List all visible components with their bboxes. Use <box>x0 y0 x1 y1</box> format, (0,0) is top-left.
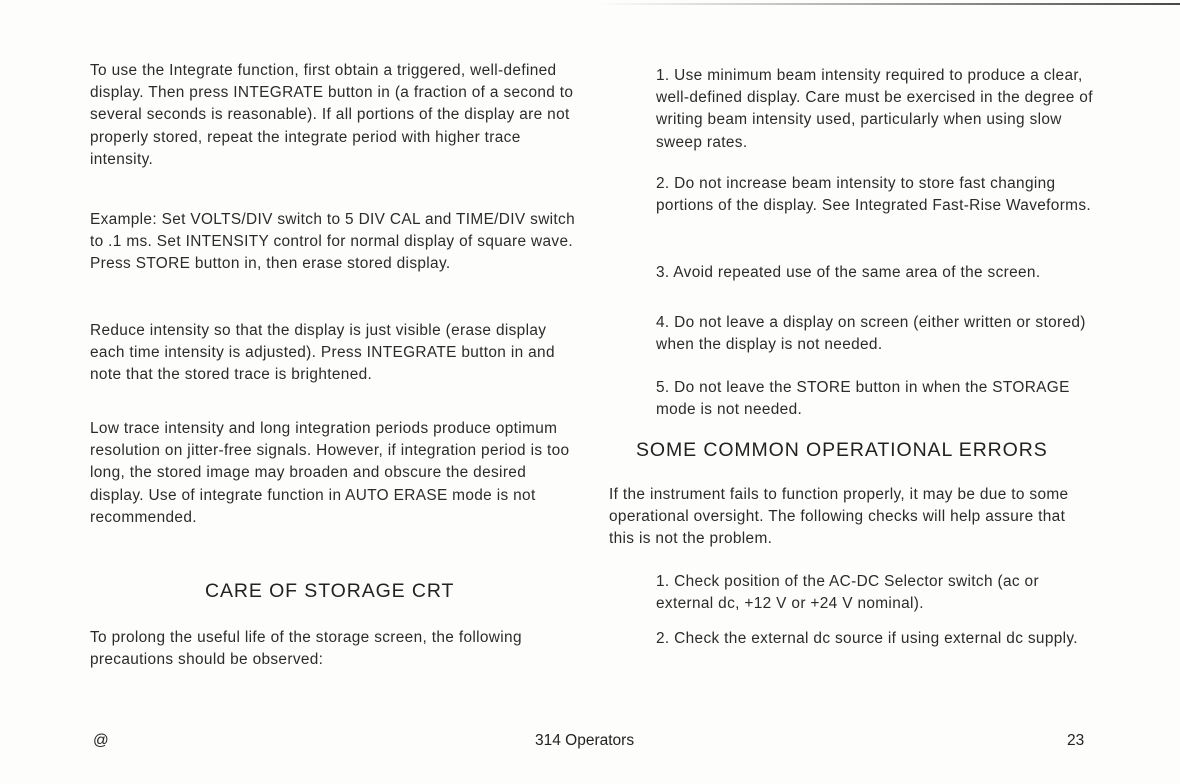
operational-errors-intro: If the instrument fails to function properly, it may be due to some operational oversight. The following checks will help assure that this is not the problem. <box>609 486 1069 548</box>
operational-errors-heading: SOME COMMON OPERATIONAL ERRORS <box>636 439 1048 461</box>
integrate-instructions-paragraph: To use the Integrate function, first obtain a triggered, well-defined display. Then press INTEGRATE button in (a fraction of a second to several seconds is reasonable). If all portions of the display are not properly stored, repeat the integrate period with higher trace intensity. <box>90 62 574 168</box>
precaution-item-2: 2. Do not increase beam intensity to store fast changing portions of the display. See Integrated Fast-Rise Waveforms. <box>656 175 1092 215</box>
precaution-item-5: 5. Do not leave the STORE button in when the STORAGE mode is not needed. <box>656 379 1070 419</box>
low-trace-intensity-paragraph: Low trace intensity and long integration periods produce optimum resolution on jitter-free signals. However, if integration period is too long, the stored image may broaden and obscure the desired display. Use of integrate function in AUTO ERASE mode is not recommended. <box>90 420 570 526</box>
page-number: 23 <box>1067 732 1085 749</box>
care-intro-paragraph: To prolong the useful life of the storage screen, the following precautions should be observed: <box>90 629 522 669</box>
check-item-2: 2. Check the external dc source if using external dc supply. <box>656 630 1078 647</box>
precaution-item-4: 4. Do not leave a display on screen (either written or stored) when the display is not needed. <box>656 314 1086 354</box>
care-of-storage-crt-heading: CARE OF STORAGE CRT <box>205 580 455 602</box>
precaution-item-1: 1. Use minimum beam intensity required to produce a clear, well-defined display. Care must be exercised in the degree of writing beam intensity used, particularly when using slow sweep rates. <box>656 67 1093 151</box>
example-paragraph: Example: Set VOLTS/DIV switch to 5 DIV CAL and TIME/DIV switch to .1 ms. Set INTENSITY control for normal display of square wave. Press STORE button in, then erase stored display. <box>90 211 576 273</box>
precaution-item-3: 3. Avoid repeated use of the same area of the screen. <box>656 264 1041 281</box>
footer-title: 314 Operators <box>535 732 635 749</box>
footer-mark: @ <box>93 732 109 749</box>
reduce-intensity-paragraph: Reduce intensity so that the display is just visible (erase display each time intensity is adjusted). Press INTEGRATE button in and note that the stored trace is brightened. <box>90 322 555 384</box>
scan-edge-line <box>600 3 1180 5</box>
check-item-1: 1. Check position of the AC-DC Selector switch (ac or external dc, +12 V or +24 V nominal). <box>656 573 1039 613</box>
